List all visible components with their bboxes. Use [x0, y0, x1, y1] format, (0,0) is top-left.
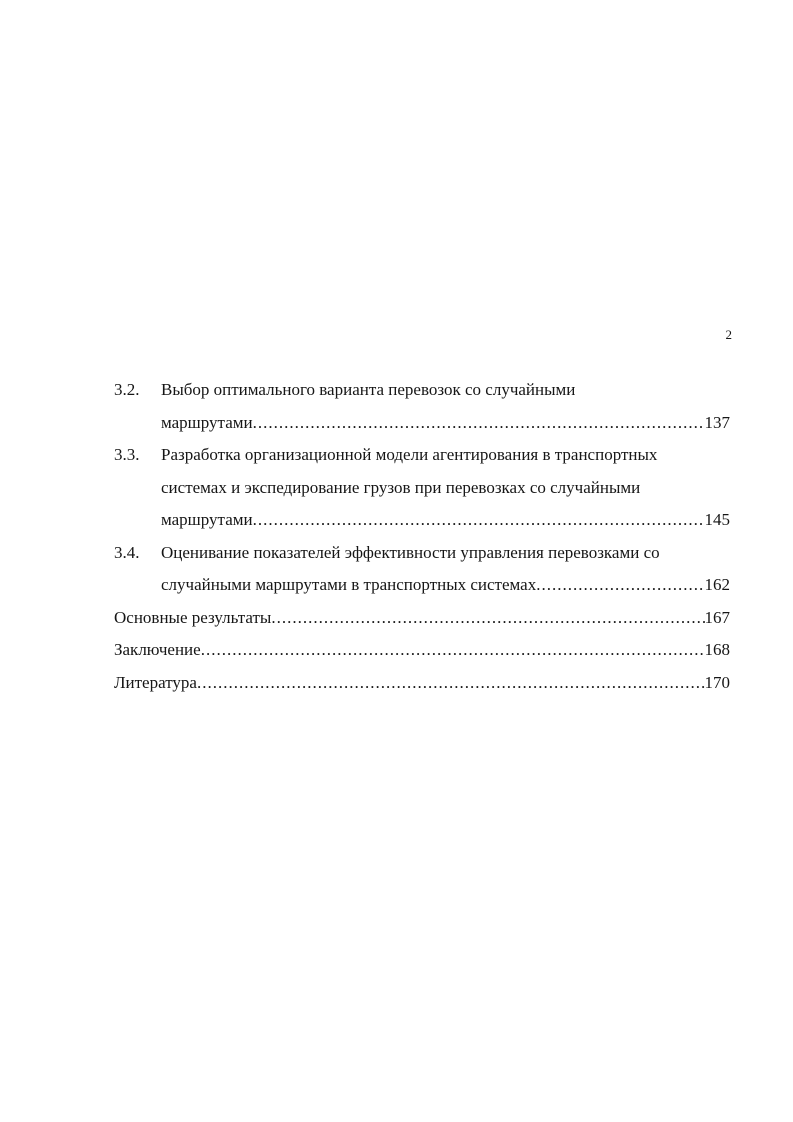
dot-leader [536, 569, 704, 602]
toc-entry-title: Выбор оптимального варианта перевозок со случайными [161, 380, 576, 399]
toc-entry-title: Оценивание показателей эффективности управления перевозками со [161, 542, 660, 562]
dot-leader [197, 667, 705, 700]
toc-entry-line [114, 602, 730, 635]
toc-entry-title: маршрутами [161, 412, 253, 432]
dot-leader [271, 602, 704, 635]
toc-entry-line [114, 569, 730, 602]
toc-entry-conclusion [114, 634, 730, 667]
toc-entry-number: 3.3. [114, 445, 140, 464]
toc-entry-line [114, 667, 730, 700]
page-number: 2 [725, 327, 732, 342]
toc-entry-title: маршрутами [161, 510, 253, 529]
toc-entry-title: Основные результаты [114, 607, 272, 627]
toc-entry-number: 3.4. [114, 542, 140, 562]
dot-leader [201, 634, 705, 667]
toc-entry-page: 167 [704, 607, 730, 627]
toc-entry-line [114, 439, 730, 472]
toc-entry-line [114, 537, 730, 570]
toc-entry-3-3 [114, 439, 730, 537]
toc-entry-line [114, 472, 730, 505]
toc-entry-page: 145 [704, 510, 730, 529]
toc-entry-line [114, 374, 730, 407]
table-of-contents [114, 374, 730, 699]
toc-entry-line [114, 504, 730, 537]
toc-entry-title: Разработка организационной модели агентирования в транспортных [161, 445, 658, 464]
toc-entry-title: случайными маршрутами в транспортных системах [161, 575, 537, 594]
toc-entry-main-results [114, 602, 730, 635]
toc-entry-title: Литература [114, 672, 197, 692]
toc-entry-title: Заключение [114, 640, 201, 659]
toc-entry-line [114, 407, 730, 440]
toc-entry-page: 162 [704, 575, 730, 594]
dot-leader [253, 504, 705, 537]
toc-entry-page: 137 [704, 412, 730, 432]
toc-entry-page: 168 [704, 640, 730, 659]
dot-leader [253, 407, 705, 440]
toc-entry-title: системах и экспедирование грузов при перевозках со случайными [161, 477, 641, 497]
toc-entry-literature [114, 667, 730, 700]
toc-entry-page: 170 [704, 672, 730, 692]
toc-entry-3-4 [114, 537, 730, 602]
toc-entry-line [114, 634, 730, 667]
toc-entry-3-2 [114, 374, 730, 439]
toc-entry-number: 3.2. [114, 380, 140, 399]
